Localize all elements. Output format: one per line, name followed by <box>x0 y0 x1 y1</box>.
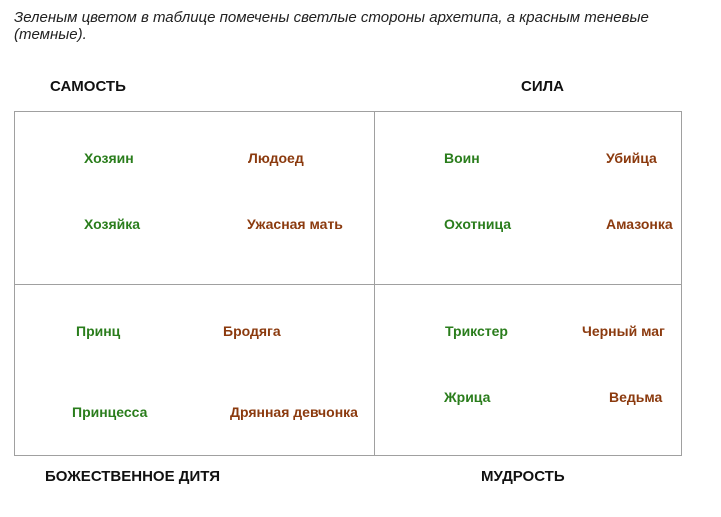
archetype-light-item: Жрица <box>444 389 491 405</box>
intro-text: Зеленым цветом в таблице помечены светлые стороны архетипа, а красным теневые (темные). <box>14 9 649 43</box>
archetype-shadow-item: Амазонка <box>606 216 673 232</box>
archetype-light-item: Принцесса <box>72 404 148 420</box>
archetype-shadow-item: Бродяга <box>223 323 281 339</box>
archetype-shadow-item: Убийца <box>606 150 657 166</box>
table-horizontal-divider <box>15 284 681 285</box>
archetype-light-item: Хозяйка <box>84 216 141 232</box>
archetype-light-item: Трикстер <box>445 323 508 339</box>
archetype-shadow-item: Черный маг <box>582 323 665 339</box>
archetype-light-item: Принц <box>76 323 121 339</box>
archetype-light-item: Воин <box>444 150 480 166</box>
quadrant-title-self: САМОСТЬ <box>50 78 126 95</box>
quadrant-title-wisdom: МУДРОСТЬ <box>481 468 565 485</box>
archetype-shadow-item: Ведьма <box>609 389 663 405</box>
archetype-table <box>14 111 682 456</box>
quadrant-title-power: СИЛА <box>521 78 564 95</box>
archetype-shadow-item: Дрянная девчонка <box>230 404 358 420</box>
archetype-light-item: Хозяин <box>84 150 134 166</box>
archetype-shadow-item: Людоед <box>248 150 304 166</box>
archetype-shadow-item: Ужасная мать <box>247 216 343 232</box>
archetype-light-item: Охотница <box>444 216 512 232</box>
quadrant-title-divine-child: БОЖЕСТВЕННОЕ ДИТЯ <box>45 468 220 485</box>
